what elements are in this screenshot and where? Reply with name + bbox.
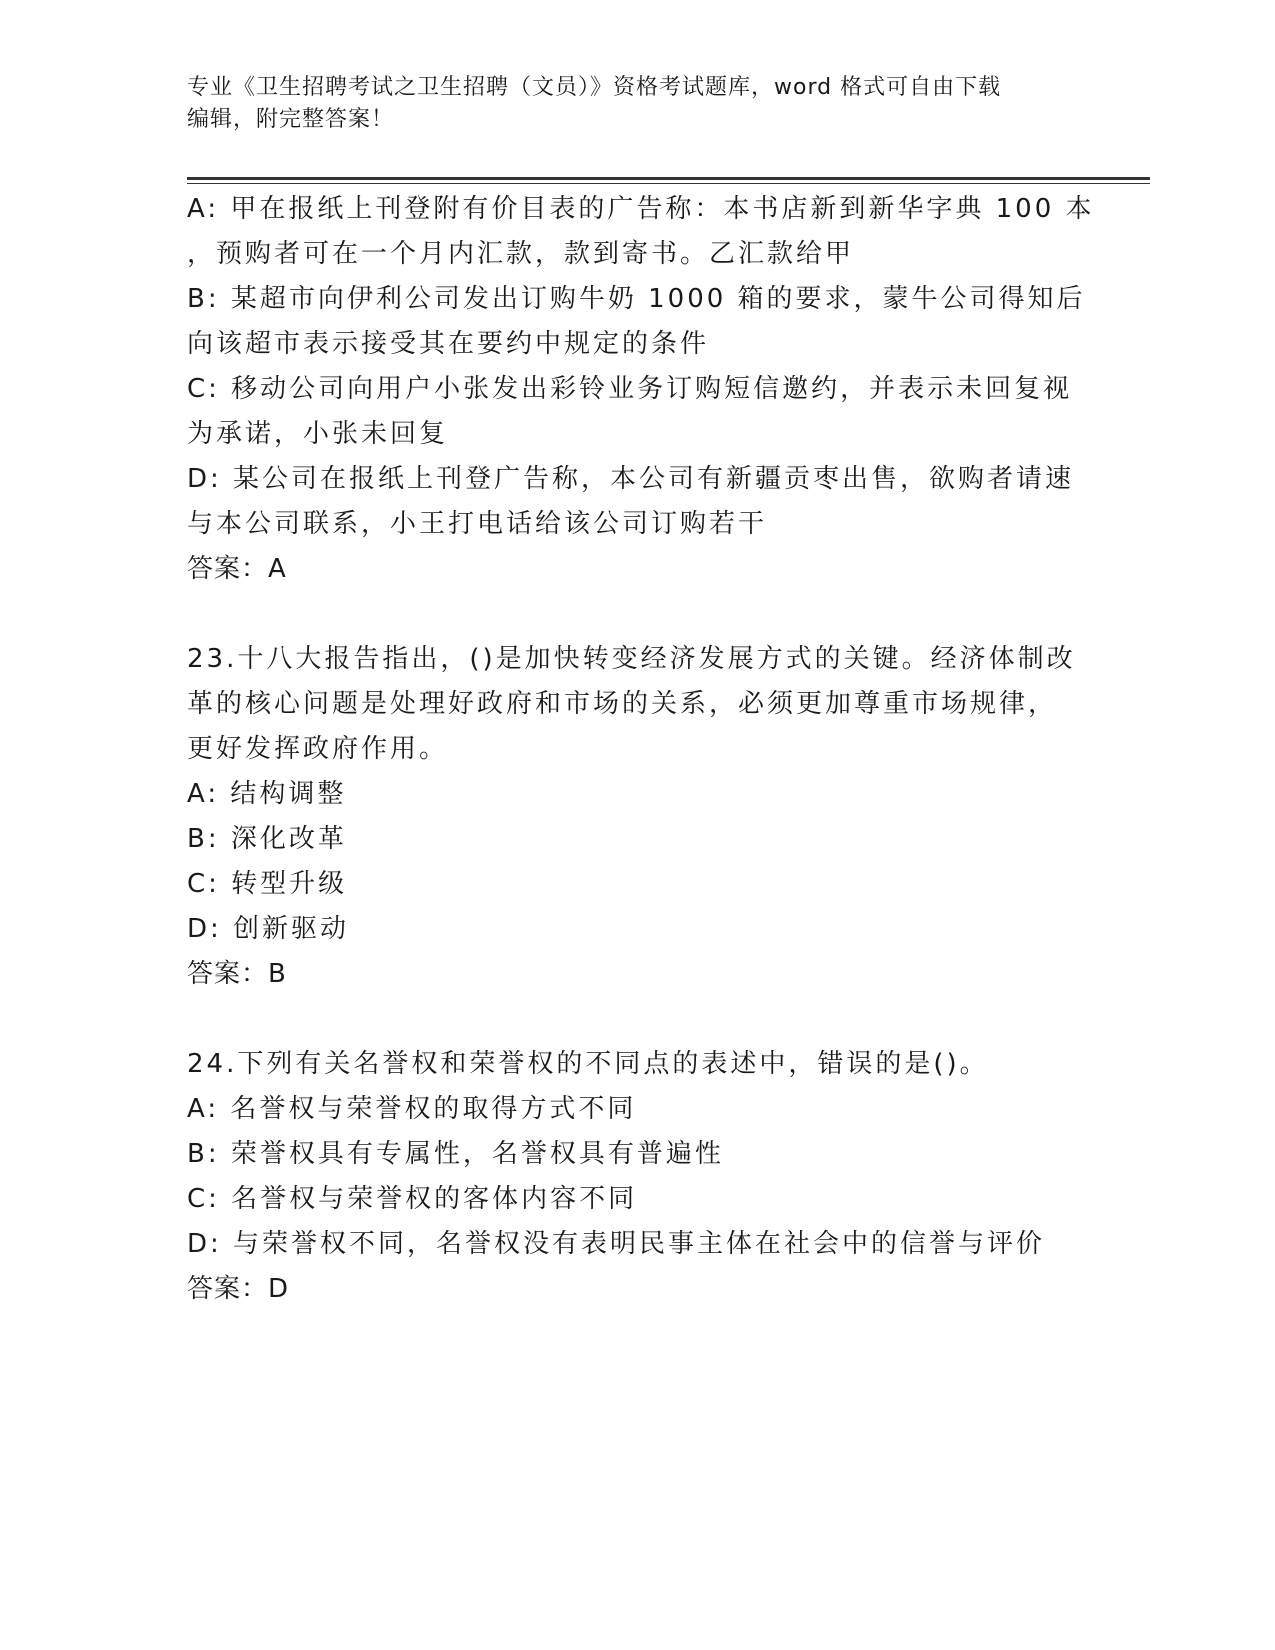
q22-option-b-line-2: 向该超市表示接受其在要约中规定的条件 — [187, 329, 710, 359]
q23-stem-line-1: 23.十八大报告指出，()是加快转变经济发展方式的关键。经济体制改 — [187, 644, 1076, 674]
q23-option-a: A: 结构调整 — [187, 779, 347, 809]
q24-option-c: C: 名誉权与荣誉权的客体内容不同 — [187, 1184, 638, 1214]
header-line-1: 专业《卫生招聘考试之卫生招聘（文员）》资格考试题库，word 格式可自由下载 — [187, 75, 1002, 100]
document-header — [187, 72, 1067, 136]
q22-option-b-line-1: B: 某超市向伊利公司发出订购牛奶 1000 箱的要求，蒙牛公司得知后 — [187, 284, 1086, 314]
q22-option-a-line-2: ，预购者可在一个月内汇款，款到寄书。乙汇款给甲 — [187, 239, 855, 269]
header-rule-thick — [187, 177, 1150, 180]
q22-option-c-line-2: 为承诺，小张未回复 — [187, 419, 449, 449]
q24-answer: 答案：D — [187, 1274, 290, 1304]
q23-stem-line-2: 革的核心问题是处理好政府和市场的关系，必须更加尊重市场规律， — [187, 689, 1058, 719]
q24-option-b: B: 荣誉权具有专属性，名誉权具有普遍性 — [187, 1139, 724, 1169]
q24-option-d: D: 与荣誉权不同，名誉权没有表明民事主体在社会中的信誉与评价 — [187, 1229, 1046, 1259]
q23-option-d: D: 创新驱动 — [187, 914, 350, 944]
q22-option-c-line-1: C: 移动公司向用户小张发出彩铃业务订购短信邀约，并表示未回复视 — [187, 374, 1073, 404]
q22-option-d-line-2: 与本公司联系，小王打电话给该公司订购若干 — [187, 509, 768, 539]
q23-option-b: B: 深化改革 — [187, 824, 347, 854]
q23-stem-line-3: 更好发挥政府作用。 — [187, 734, 449, 764]
q23-option-c: C: 转型升级 — [187, 869, 348, 899]
q24-option-a: A: 名誉权与荣誉权的取得方式不同 — [187, 1094, 637, 1124]
q22-option-a-line-1: A: 甲在报纸上刊登附有价目表的广告称：本书店新到新华字典 100 本 — [187, 194, 1095, 224]
header-line-2: 编辑，附完整答案！ — [187, 107, 395, 132]
q24-stem-line-1: 24.下列有关名誉权和荣誉权的不同点的表述中，错误的是()。 — [187, 1049, 989, 1079]
q23-answer: 答案：B — [187, 959, 287, 989]
q22-option-d-line-1: D: 某公司在报纸上刊登广告称，本公司有新疆贡枣出售，欲购者请速 — [187, 464, 1075, 494]
q22-answer: 答案：A — [187, 554, 287, 584]
header-rule-thin — [187, 183, 1150, 184]
